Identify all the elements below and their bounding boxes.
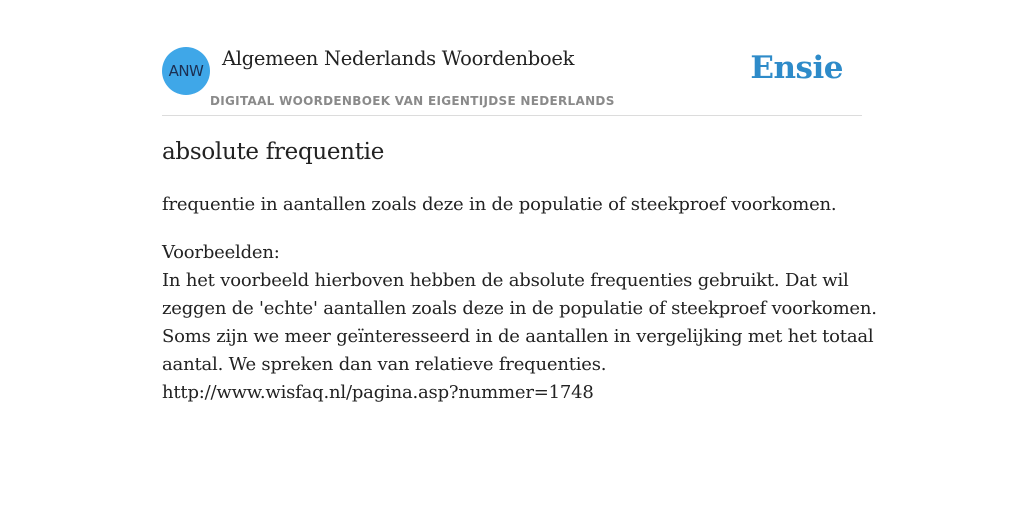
site-title[interactable]: Algemeen Nederlands Woordenboek [222,47,575,70]
entry-examples [162,239,877,407]
example-line: zeggen de 'echte' aantallen zoals deze in de populatie of steekproef voorkomen. [162,298,877,319]
example-source-link[interactable]: http://www.wisfaq.nl/pagina.asp?nummer=1748 [162,382,594,403]
example-line: Soms zijn we meer geïnteresseerd in de aantallen in vergelijking met het totaal [162,326,874,347]
examples-label: Voorbeelden: [162,242,280,263]
example-line: aantal. We spreken dan van relatieve frequenties. [162,354,607,375]
ensie-brand-logo[interactable]: Ensie [750,50,843,86]
example-line: In het voorbeeld hierboven hebben de absolute frequenties gebruikt. Dat wil [162,270,849,291]
site-subtitle: DIGITAAL WOORDENBOEK VAN EIGENTIJDSE NEDERLANDS [210,94,615,108]
entry-headword: absolute frequentie [162,139,385,165]
entry-definition: frequentie in aantallen zoals deze in de populatie of steekproef voorkomen. [162,194,837,215]
anw-logo[interactable]: ANW [162,47,210,95]
site-header [162,44,862,116]
